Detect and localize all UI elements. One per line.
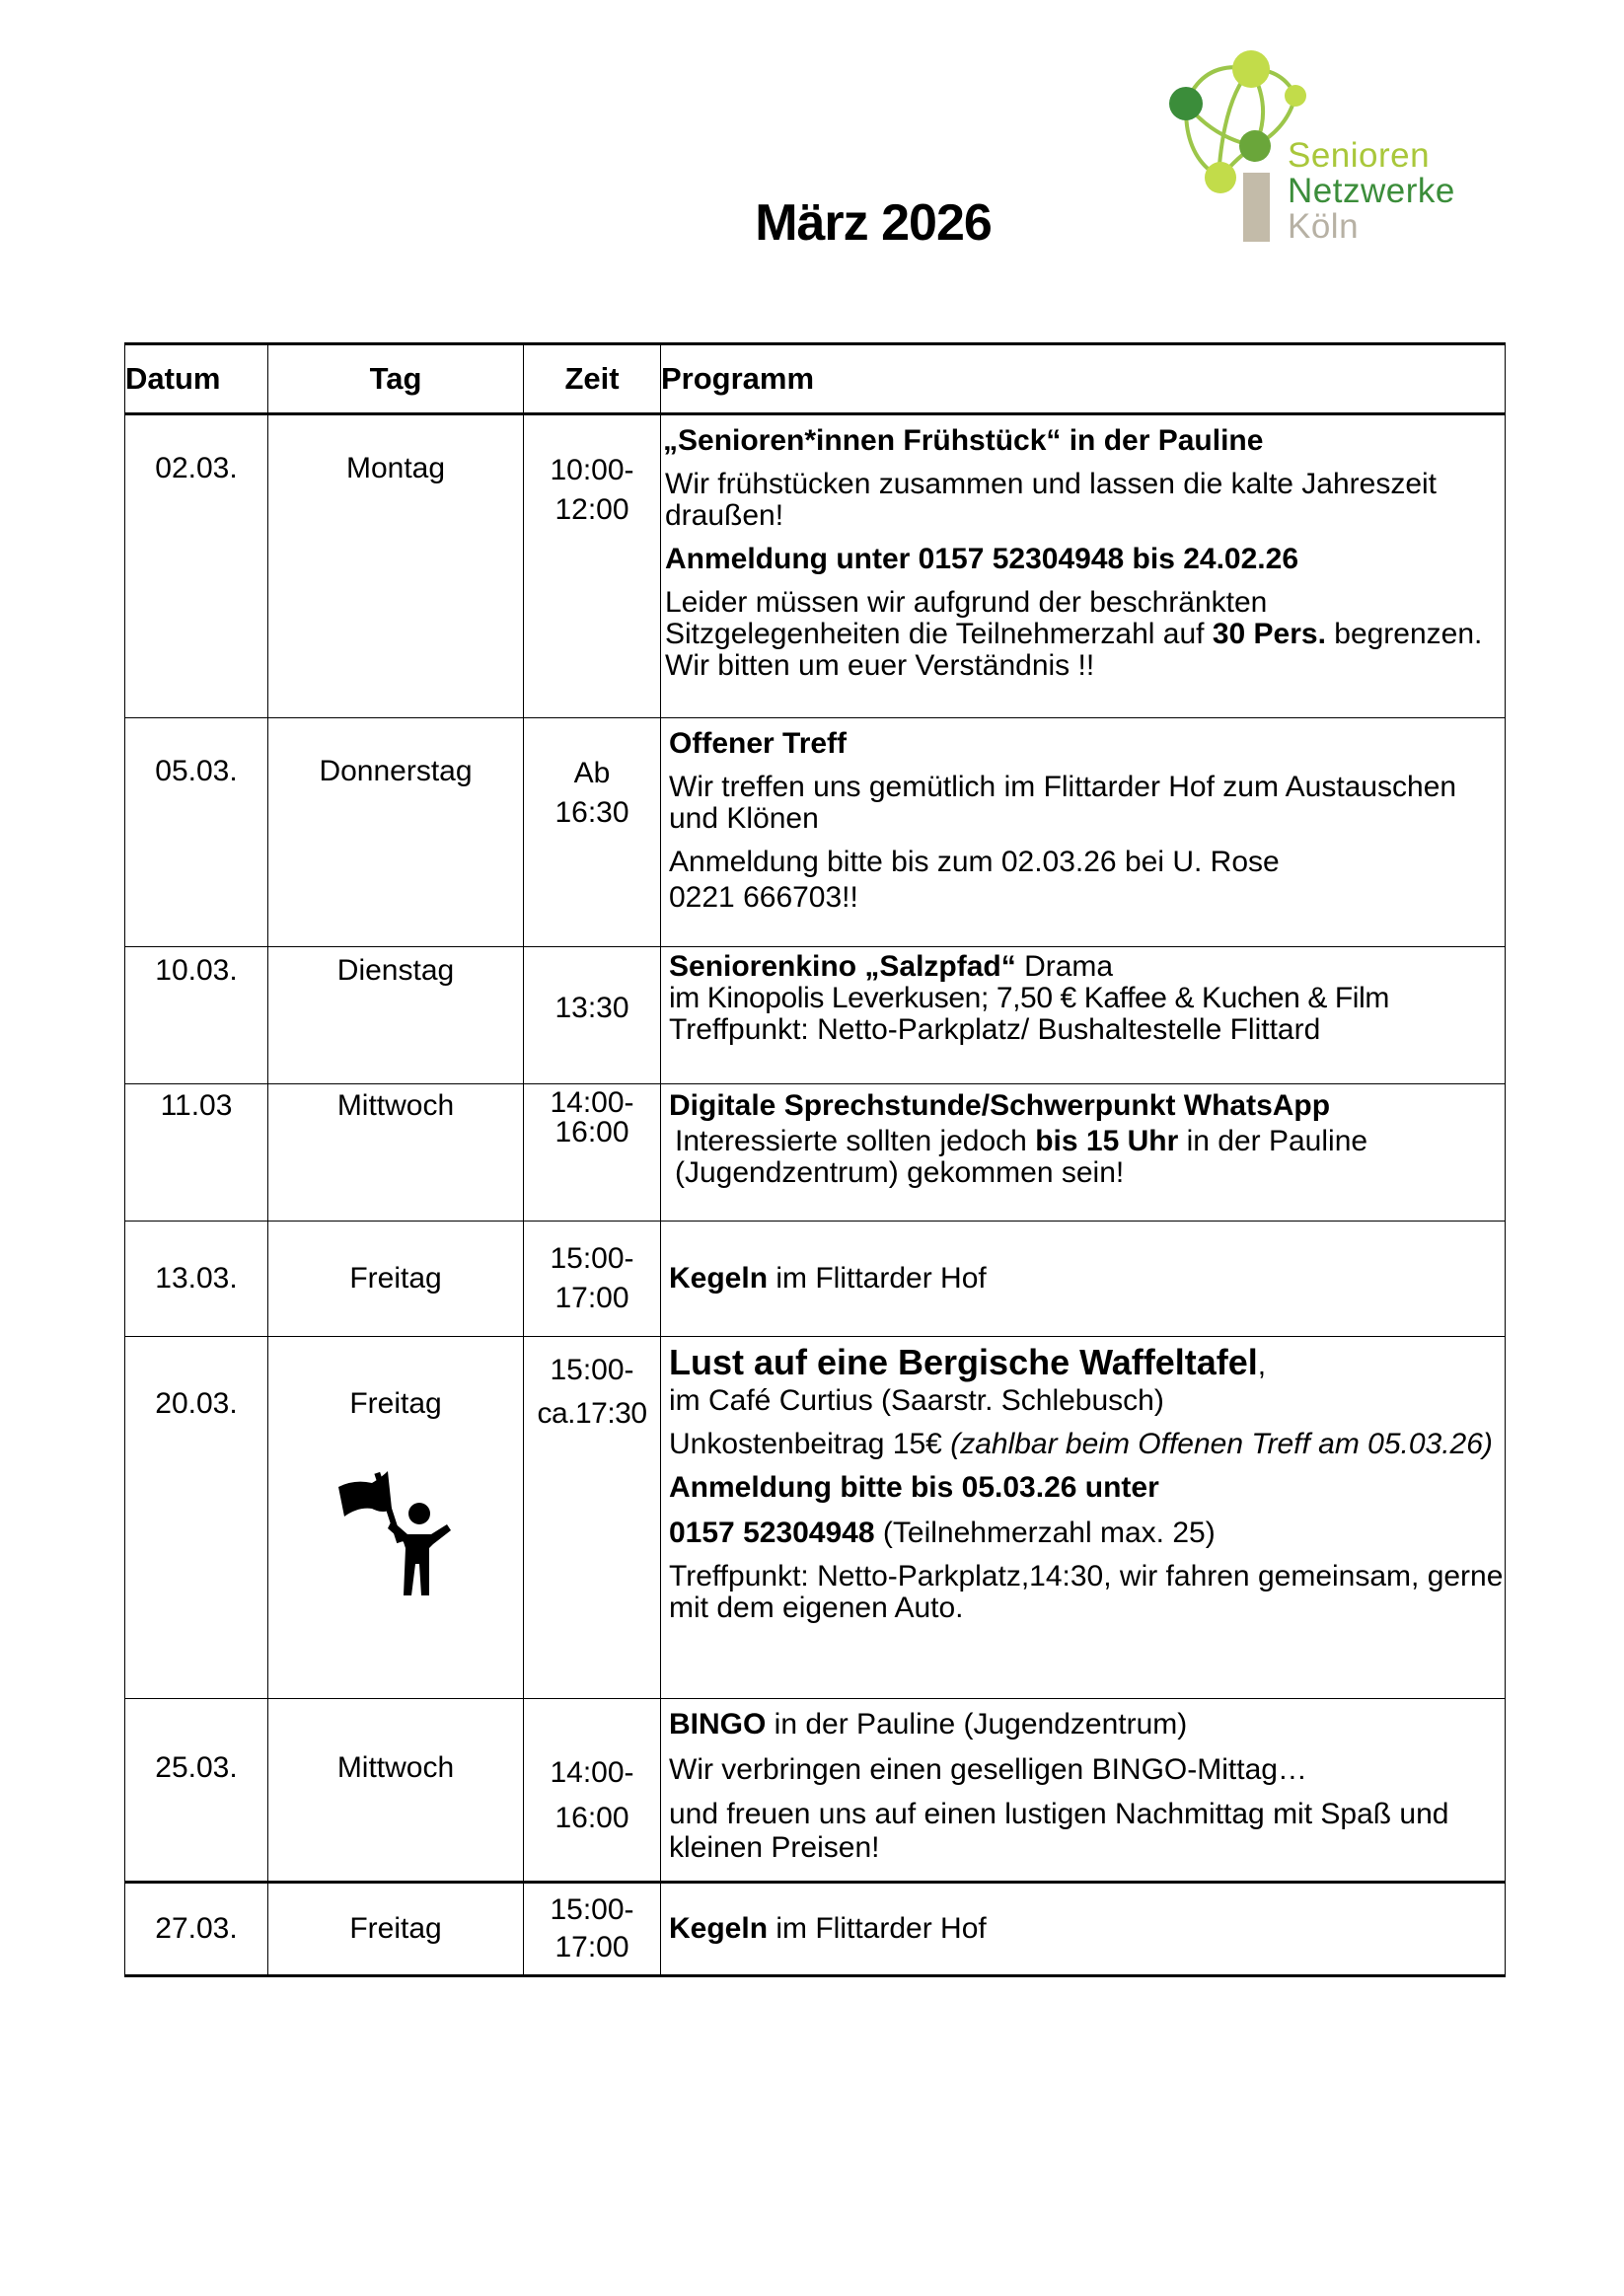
row-day: Freitag — [349, 1262, 442, 1295]
row-time-end: 16:00 — [554, 1802, 629, 1834]
row-date: 25.03. — [155, 1751, 238, 1784]
row-date: 27.03. — [155, 1912, 238, 1945]
row-date: 11.03 — [160, 1089, 233, 1122]
logo-text-senioren: Senioren — [1288, 136, 1431, 175]
row-time-start: Ab — [573, 757, 611, 789]
event-meeting-point: Treffpunkt: Netto-Parkplatz/ Bushaltestelle Flittard — [669, 1013, 1321, 1046]
row-time-start: 13:30 — [554, 992, 629, 1024]
row-date: 02.03. — [155, 452, 238, 484]
table-row — [125, 1883, 1506, 1976]
event-phone: 0221 666703!! — [669, 881, 858, 914]
row-time-start: 10:00- — [550, 454, 634, 486]
header-program: Programm — [661, 344, 1506, 414]
event-description: im Kinopolis Leverkusen; 7,50 € Kaffee & Kuchen & Film — [669, 982, 1389, 1014]
event-cost: Unkostenbeitrag 15€ (zahlbar beim Offenen Treff am 05.03.26) — [669, 1428, 1493, 1460]
table-row — [125, 1222, 1506, 1337]
event-note: Leider müssen wir aufgrund der beschränkten Sitzgelegenheiten die Teilnehmerzahl auf 30 Pers. begrenzen. Wir bitten um euer Verständnis !! — [665, 586, 1483, 682]
row-date: 05.03. — [155, 755, 238, 787]
event-title: BINGO in der Pauline (Jugendzentrum) — [669, 1708, 1188, 1741]
table-row — [125, 1084, 1506, 1222]
logo-text-koeln: Köln — [1288, 207, 1360, 246]
event-title: „Senioren*innen Frühstück“ in der Pauline — [663, 424, 1264, 457]
row-day: Freitag — [349, 1912, 442, 1945]
row-time-start: 15:00- — [550, 1893, 634, 1926]
row-time-end: 17:00 — [554, 1282, 629, 1314]
event-title: Digitale Sprechstunde/Schwerpunkt WhatsApp — [669, 1089, 1331, 1122]
event-title: Lust auf eine Bergische Waffeltafel, — [669, 1342, 1267, 1382]
row-time-start: 15:00- — [550, 1354, 634, 1386]
schedule-table — [124, 342, 1506, 1977]
row-day: Mittwoch — [336, 1751, 455, 1784]
event-description: Interessierte sollten jedoch bis 15 Uhr in der Pauline (Jugendzentrum) gekommen sein! — [675, 1125, 1368, 1189]
event-phone: 0157 52304948 (Teilnehmerzahl max. 25) — [669, 1517, 1216, 1549]
table-row — [125, 947, 1506, 1084]
table-row — [125, 1337, 1506, 1699]
table-row — [125, 414, 1506, 718]
table-row — [125, 1699, 1506, 1883]
row-day: Freitag — [349, 1387, 442, 1420]
row-time-start: 14:00- — [550, 1756, 634, 1789]
row-day: Donnerstag — [319, 755, 473, 787]
event-registration: Anmeldung unter 0157 52304948 bis 24.02.26 — [665, 543, 1298, 575]
event-description: Wir frühstücken zusammen und lassen die kalte Jahreszeit draußen! — [665, 468, 1438, 532]
table-row — [125, 718, 1506, 947]
row-time-end: 16:30 — [554, 796, 629, 829]
event-description-2: und freuen uns auf einen lustigen Nachmittag mit Spaß und kleinen Preisen! — [669, 1798, 1449, 1864]
senioren-netzwerke-koeln-logo — [1164, 39, 1500, 257]
row-time-end: 17:00 — [554, 1931, 629, 1963]
row-time-end: ca.17:30 — [537, 1397, 647, 1430]
header-time: Zeit — [524, 344, 661, 414]
row-day: Montag — [345, 452, 446, 484]
header-day: Tag — [268, 344, 524, 414]
event-description: Wir verbringen einen geselligen BINGO-Mittag… — [669, 1753, 1307, 1786]
table-header-row — [125, 344, 1506, 414]
row-time-end: 16:00 — [554, 1116, 629, 1148]
event-meeting-point: Treffpunkt: Netto-Parkplatz,14:30, wir fahren gemeinsam, gerne mit dem eigenen Auto. — [669, 1560, 1504, 1624]
header-date: Datum — [125, 344, 268, 414]
event-registration: Anmeldung bitte bis zum 02.03.26 bei U. Rose — [669, 846, 1280, 878]
event-registration: Anmeldung bitte bis 05.03.26 unter — [669, 1471, 1159, 1504]
row-date: 20.03. — [155, 1387, 238, 1420]
page-title: März 2026 — [755, 194, 992, 252]
event-title: Seniorenkino „Salzpfad“ Drama — [669, 950, 1114, 983]
row-day: Dienstag — [336, 954, 455, 987]
event-title: Kegeln im Flittarder Hof — [669, 1912, 987, 1945]
event-description: Wir treffen uns gemütlich im Flittarder Hof zum Austauschen und Klönen — [669, 771, 1457, 835]
logo-text-netzwerke: Netzwerke — [1288, 172, 1455, 210]
row-time-start: 15:00- — [550, 1242, 634, 1275]
event-title: Offener Treff — [669, 727, 848, 760]
row-date: 13.03. — [155, 1262, 238, 1295]
person-with-flag-icon — [334, 1469, 458, 1602]
event-title: Kegeln im Flittarder Hof — [669, 1262, 987, 1295]
row-time-start: 14:00- — [550, 1086, 634, 1119]
row-day: Mittwoch — [336, 1089, 455, 1122]
event-location: im Café Curtius (Saarstr. Schlebusch) — [669, 1384, 1164, 1417]
row-date: 10.03. — [155, 954, 238, 987]
row-time-end: 12:00 — [554, 493, 629, 526]
